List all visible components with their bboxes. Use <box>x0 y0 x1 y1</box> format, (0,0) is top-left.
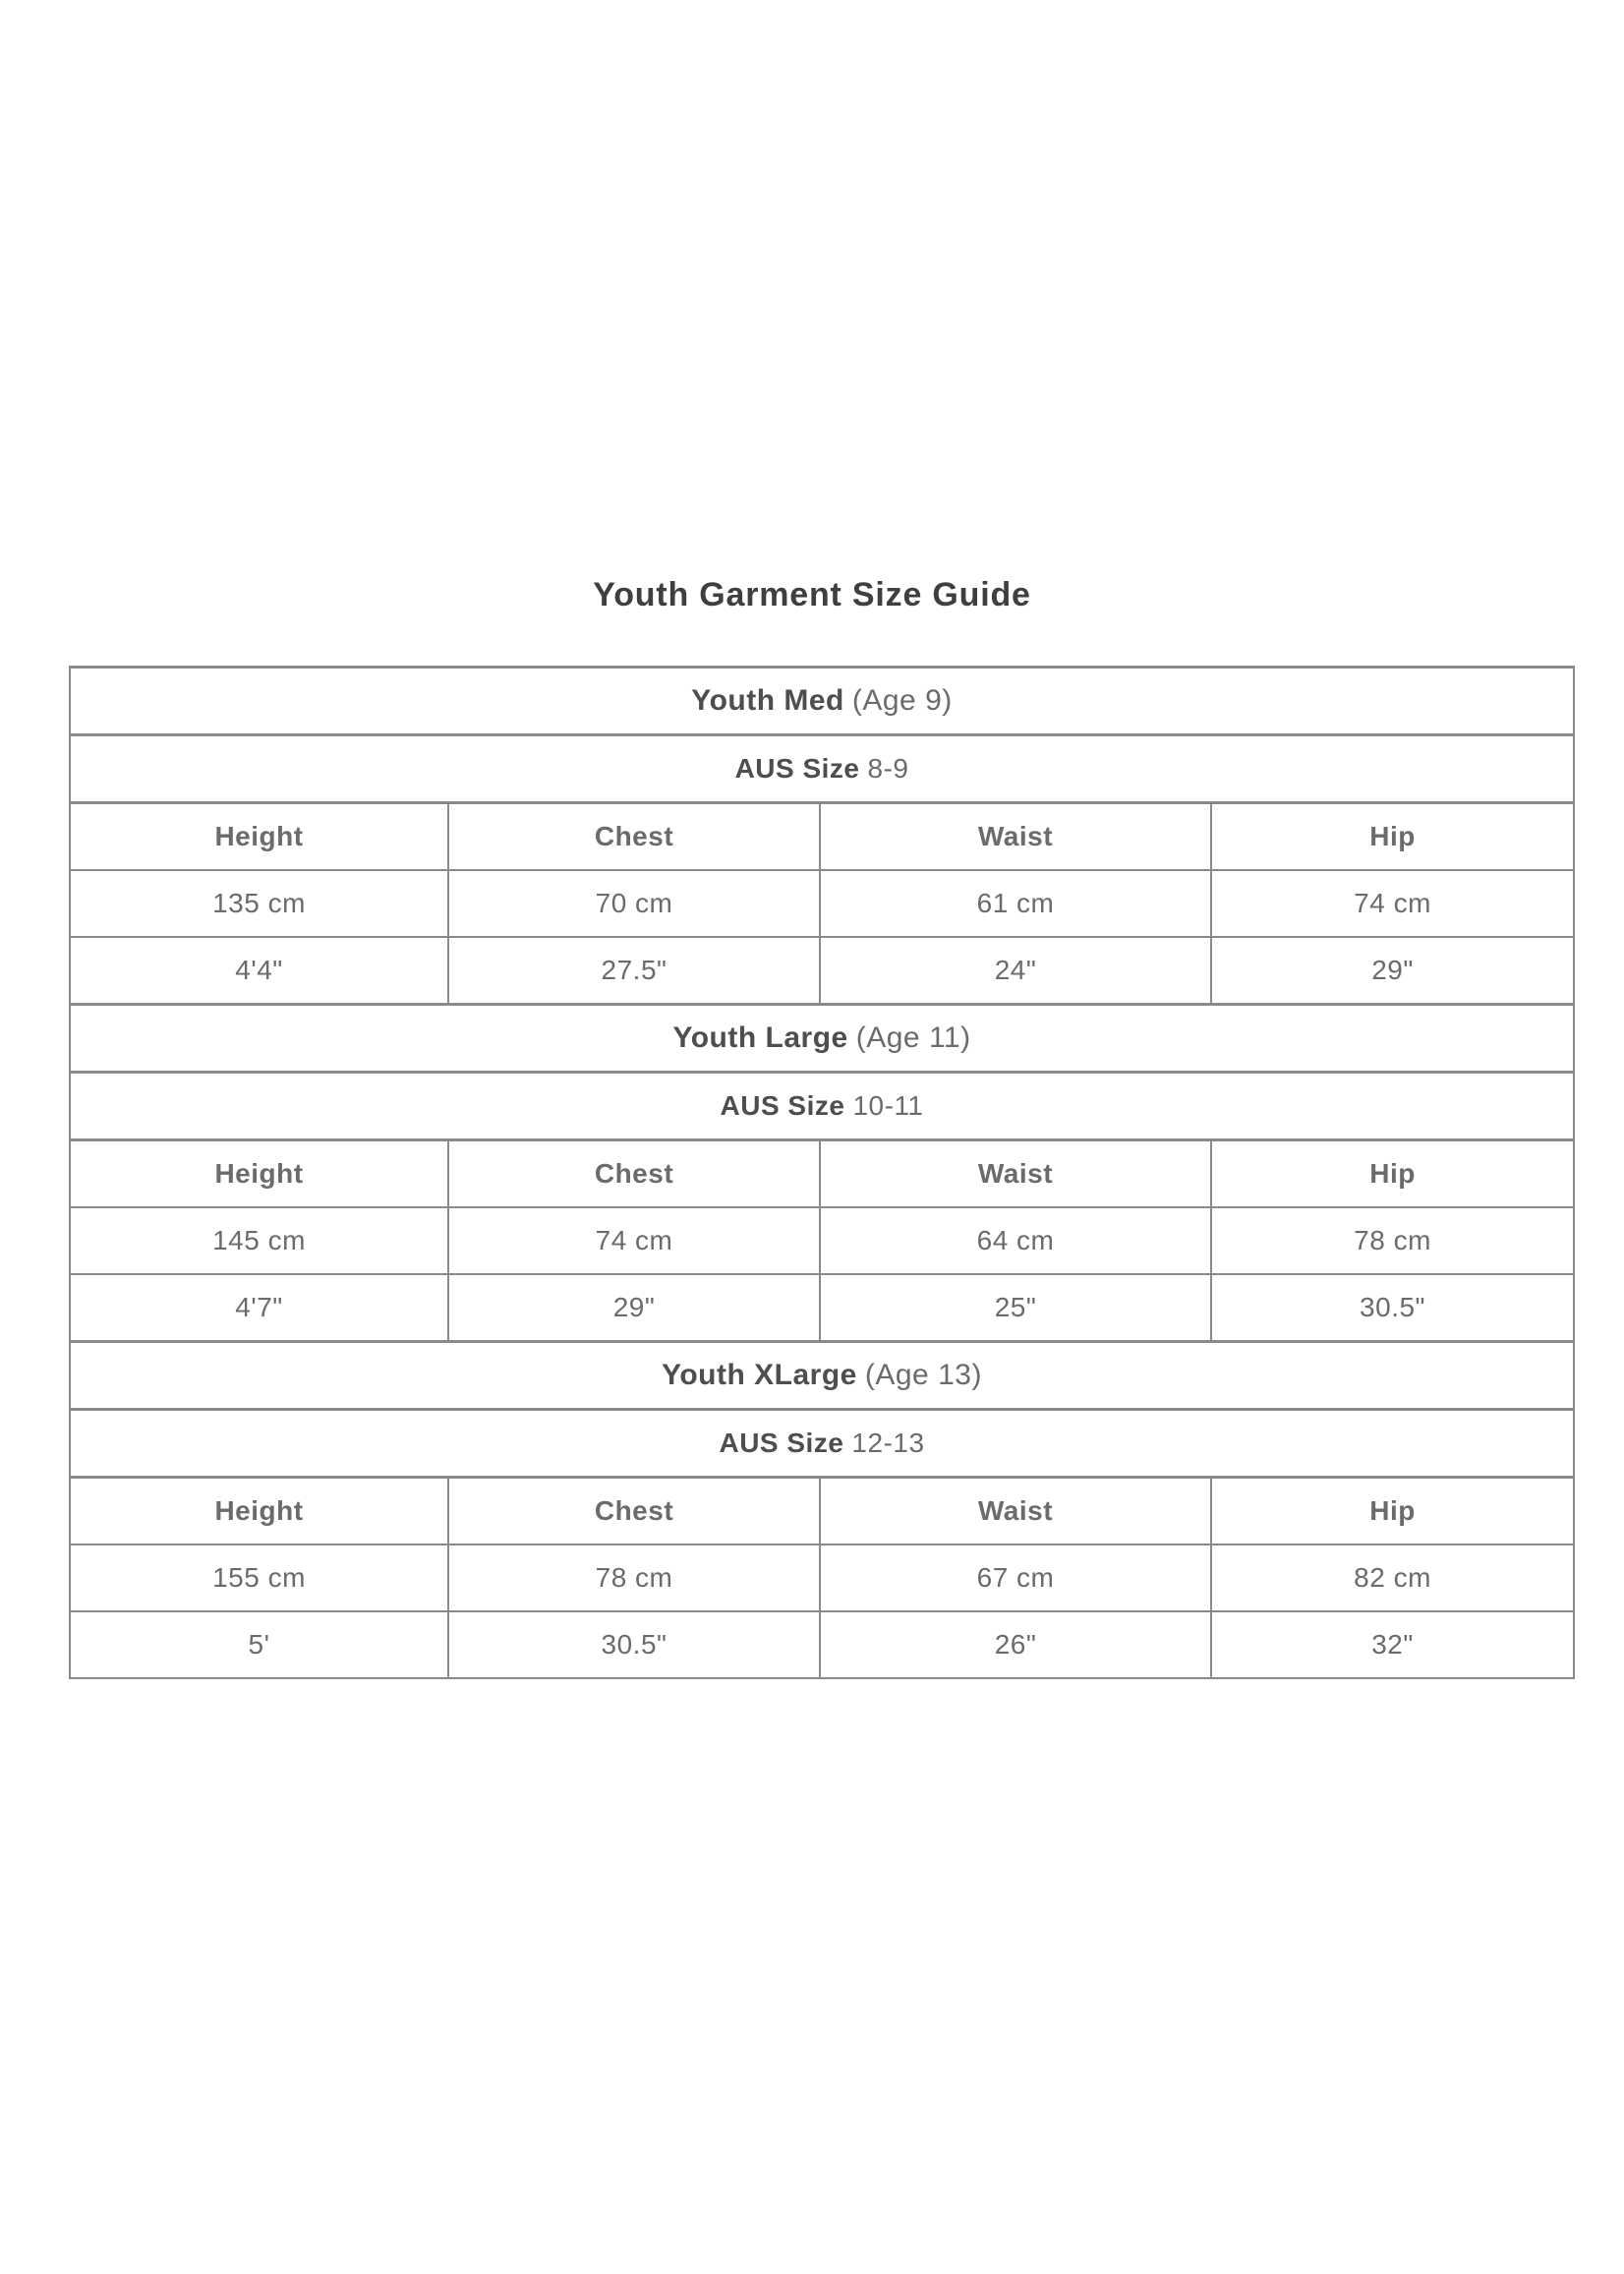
cell-chest-in: 30.5" <box>448 1611 820 1678</box>
column-header-hip: Hip <box>1211 803 1574 871</box>
cell-chest-cm: 70 cm <box>448 870 820 937</box>
aus-size-row <box>70 1410 1574 1478</box>
cell-height-cm: 145 cm <box>70 1207 448 1274</box>
cell-chest-in: 29" <box>448 1274 820 1342</box>
cell-height-cm: 135 cm <box>70 870 448 937</box>
cell-chest-in: 27.5" <box>448 937 820 1005</box>
column-header-row <box>70 803 1574 871</box>
column-header-waist: Waist <box>820 1478 1211 1545</box>
section-name: Youth Large <box>672 1021 848 1054</box>
cell-hip-cm: 74 cm <box>1211 870 1574 937</box>
cell-hip-cm: 82 cm <box>1211 1545 1574 1611</box>
column-header-hip: Hip <box>1211 1478 1574 1545</box>
imperial-row <box>70 937 1574 1005</box>
cell-waist-cm: 67 cm <box>820 1545 1211 1611</box>
cell-hip-in: 32" <box>1211 1611 1574 1678</box>
aus-size-row <box>70 1073 1574 1140</box>
column-header-row <box>70 1478 1574 1545</box>
cell-height-in: 4'7" <box>70 1274 448 1342</box>
section-title-row-youth-large <box>70 1005 1574 1073</box>
cell-chest-cm: 74 cm <box>448 1207 820 1274</box>
aus-size-cell <box>70 1073 1574 1140</box>
cell-chest-cm: 78 cm <box>448 1545 820 1611</box>
section-title-cell <box>70 1005 1574 1073</box>
aus-size-cell <box>70 735 1574 803</box>
section-name: Youth Med <box>691 684 844 717</box>
size-guide-table <box>69 666 1575 1679</box>
cell-waist-in: 25" <box>820 1274 1211 1342</box>
column-header-chest: Chest <box>448 803 820 871</box>
aus-size-value: 8-9 <box>867 753 909 784</box>
metric-row <box>70 1207 1574 1274</box>
cell-waist-in: 24" <box>820 937 1211 1005</box>
column-header-waist: Waist <box>820 1140 1211 1208</box>
section-age: (Age 11) <box>855 1021 971 1054</box>
section-age: (Age 9) <box>851 684 953 717</box>
aus-size-cell <box>70 1410 1574 1478</box>
column-header-height: Height <box>70 1140 448 1208</box>
section-title-row-youth-xlarge <box>70 1342 1574 1410</box>
section-age: (Age 13) <box>864 1359 982 1391</box>
cell-height-cm: 155 cm <box>70 1545 448 1611</box>
cell-height-in: 5' <box>70 1611 448 1678</box>
cell-hip-in: 30.5" <box>1211 1274 1574 1342</box>
cell-height-in: 4'4" <box>70 937 448 1005</box>
section-title-row-youth-med <box>70 668 1574 735</box>
column-header-chest: Chest <box>448 1478 820 1545</box>
aus-size-row <box>70 735 1574 803</box>
column-header-height: Height <box>70 803 448 871</box>
aus-size-value: 12-13 <box>851 1428 925 1458</box>
cell-hip-cm: 78 cm <box>1211 1207 1574 1274</box>
imperial-row <box>70 1274 1574 1342</box>
section-name: Youth XLarge <box>662 1359 857 1391</box>
metric-row <box>70 1545 1574 1611</box>
aus-size-value: 10-11 <box>852 1090 924 1121</box>
column-header-row <box>70 1140 1574 1208</box>
cell-waist-cm: 64 cm <box>820 1207 1211 1274</box>
aus-size-label: AUS Size <box>720 1090 845 1121</box>
cell-waist-in: 26" <box>820 1611 1211 1678</box>
metric-row <box>70 870 1574 937</box>
column-header-chest: Chest <box>448 1140 820 1208</box>
section-title-cell <box>70 668 1574 735</box>
section-title-cell <box>70 1342 1574 1410</box>
cell-hip-in: 29" <box>1211 937 1574 1005</box>
imperial-row <box>70 1611 1574 1678</box>
page-title: Youth Garment Size Guide <box>593 576 1031 613</box>
column-header-hip: Hip <box>1211 1140 1574 1208</box>
aus-size-label: AUS Size <box>719 1428 844 1458</box>
aus-size-label: AUS Size <box>734 753 860 784</box>
column-header-waist: Waist <box>820 803 1211 871</box>
column-header-height: Height <box>70 1478 448 1545</box>
cell-waist-cm: 61 cm <box>820 870 1211 937</box>
